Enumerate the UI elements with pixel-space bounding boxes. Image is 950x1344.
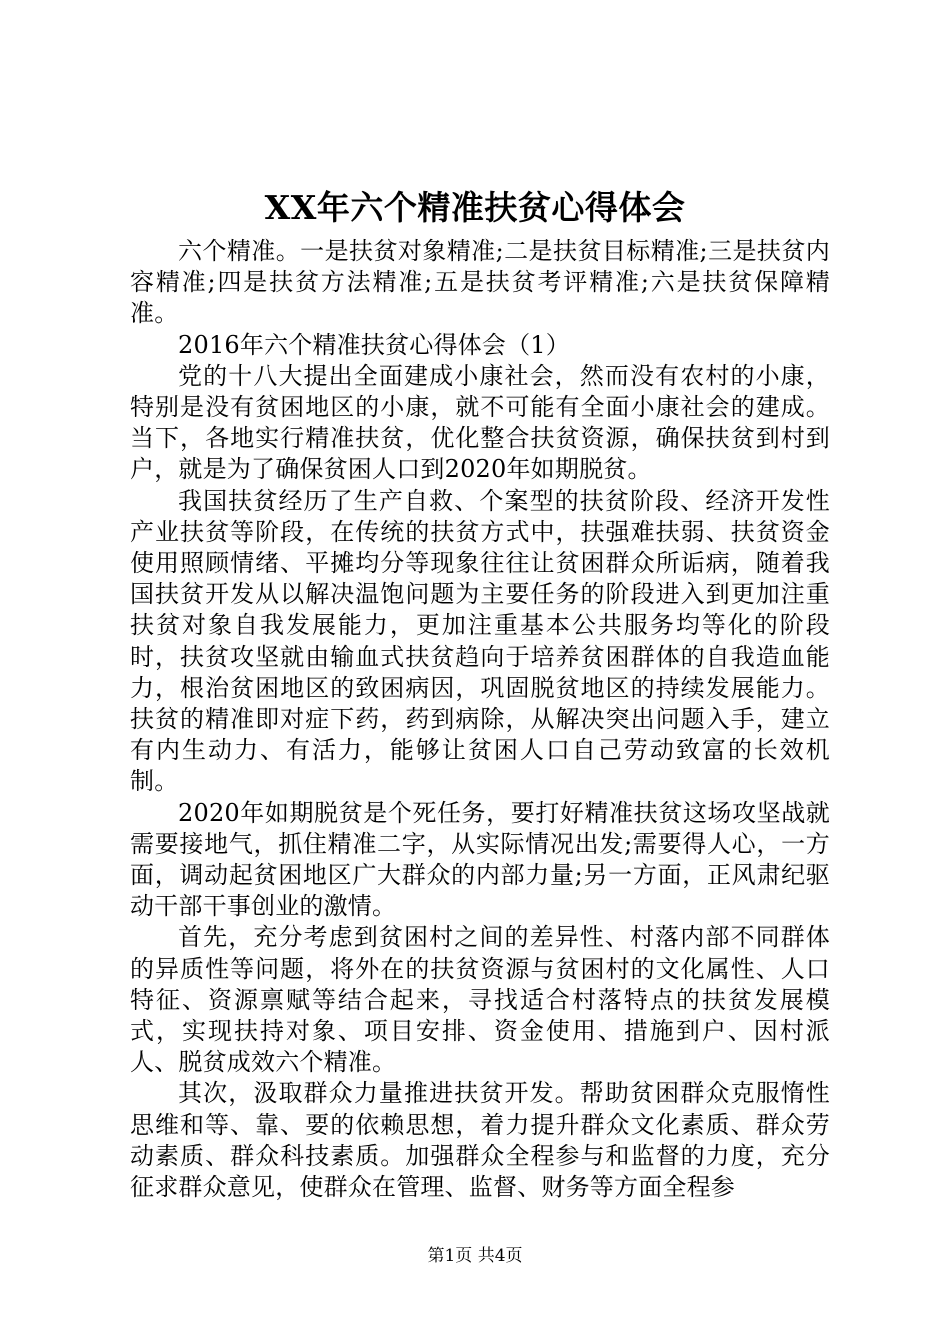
document-body [130,236,830,1203]
paragraph-subheading: 2016年六个精准扶贫心得体会（1） [178,330,570,359]
document-title: XX年六个精准扶贫心得体会 [264,188,686,227]
paragraph-background: 党的十八大提出全面建成小康社会，然而没有农村的小康，特别是没有贫困地区的小康，就不可能有全面小康社会的建成。当下，各地实行精准扶贫，优化整合扶贫资源，确保扶贫到村到户，就是为了确保贫困人口到2020年如期脱贫。 [130,361,830,484]
paragraph-first: 首先，充分考虑到贫困村之间的差异性、村落内部不同群体的异质性等问题，将外在的扶贫资源与贫困村的文化属性、人口特征、资源禀赋等结合起来，寻找适合村落特点的扶贫发展模式，实现扶持对象、项目安排、资金使用、措施到户、因村派人、脱贫成效六个精准。 [130,923,830,1077]
paragraph-intro: 六个精准。一是扶贫对象精准;二是扶贫目标精准;三是扶贫内容精准;四是扶贫方法精准;五是扶贫考评精准;六是扶贫保障精准。 [130,237,830,328]
paragraph-goal-2020: 2020年如期脱贫是个死任务，要打好精准扶贫这场攻坚战就需要接地气，抓住精准二字，从实际情况出发;需要得人心，一方面，调动起贫困地区广大群众的内部力量;另一方面，正风肃纪驱动干部干事创业的激情。 [130,798,830,921]
page-footer: 第1页 共4页 [427,1246,523,1266]
paragraph-second: 其次，汲取群众力量推进扶贫开发。帮助贫困群众克服惰性思维和等、靠、要的依赖思想，着力提升群众文化素质、群众劳动素质、群众科技素质。加强群众全程参与和监督的力度，充分征求群众意见，使群众在管理、监督、财务等方面全程参 [130,1079,830,1202]
paragraph-history: 我国扶贫经历了生产自救、个案型的扶贫阶段、经济开发性产业扶贫等阶段，在传统的扶贫方式中，扶强难扶弱、扶贫资金使用照顾情绪、平摊均分等现象往往让贫困群众所诟病，随着我国扶贫开发从以解决温饱问题为主要任务的阶段进入到更加注重扶贫对象自我发展能力，更加注重基本公共服务均等化的阶段时，扶贫攻坚就由输血式扶贫趋向于培养贫困群体的自我造血能力，根治贫困地区的致困病因，巩固脱贫地区的持续发展能力。扶贫的精准即对症下药，药到病除，从解决突出问题入手，建立有内生动力、有活力，能够让贫困人口自己劳动致富的长效机制。 [130,486,830,796]
